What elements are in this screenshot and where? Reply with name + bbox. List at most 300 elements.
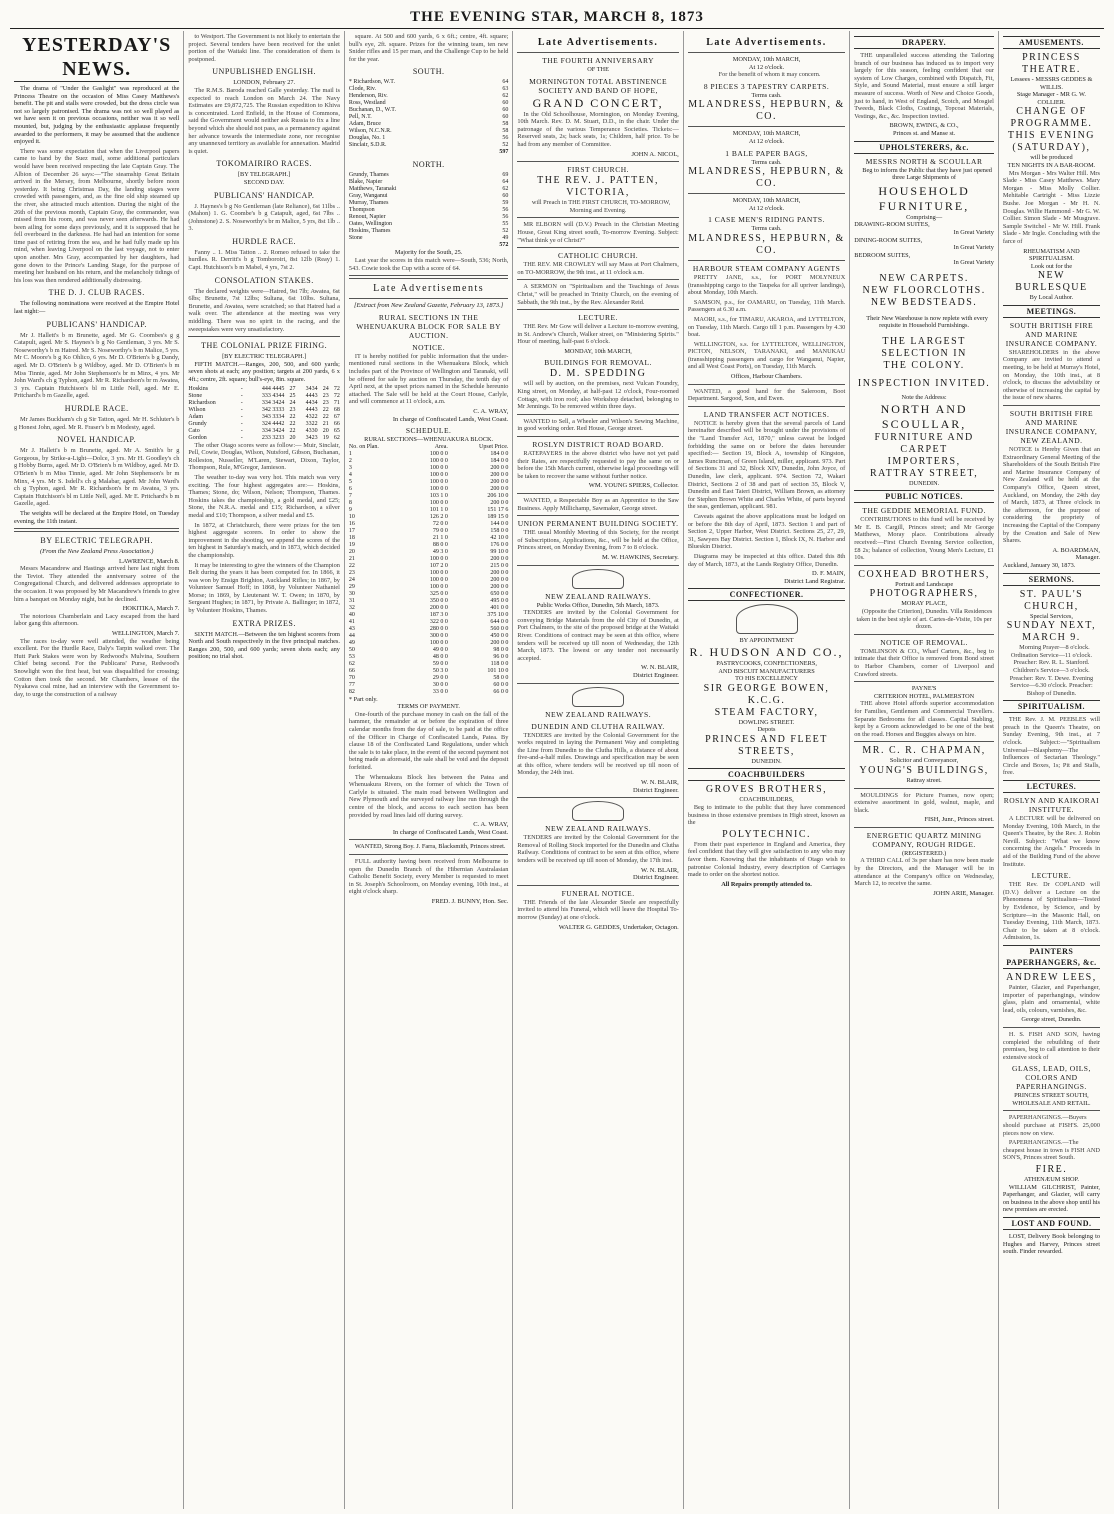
advert-line: SUNDAY NEXT, MARCH 9. (1006, 620, 1097, 644)
advert-text: WANTED, a good hand for the Saleroom, Boot Department. Sargood, Son, and Ewen. (687, 387, 846, 403)
advert-line: DUNEDIN. (908, 479, 940, 487)
advert-line: STEAM FACTORY, (714, 706, 819, 718)
advertiser-name: ANDREW LEES, (1006, 971, 1097, 983)
category-banner: UPHOLSTERERS, &c. (854, 141, 994, 154)
advert-text: THE Rev. Dr COPLAND will (D.V.) deliver a Lecture on the Phenomena of Spiritualism—Tested by Evidence, by Science, and by Scripture—in the Masonic Hall, on Tuesday Evening, 11th March, 1873. Chair to be taken at 8 o'clock. Admission, 1s. (1002, 881, 1100, 942)
advert-line: BY APPOINTMENT (739, 637, 794, 645)
advert-line: MONDAY, 10th MARCH, (732, 130, 801, 138)
advert-text: In the Old Schoolhouse, Mornington, on Monday Evening, 10th March. Rev. D. M. Stuart, D.D., in the chair. Under the patronage of the various Temperance Societies. Tickets:—Reserved seats, 2s; back seats, 1s; Children, half price. To be had from any member of Committee. (517, 110, 679, 148)
divider (854, 681, 994, 682)
advert-text: THE REV. MR CROWLEY will say Mass at Port Chalmers, on TO-MORROW, the 9th inst., at 11 o'clock a.m. (517, 261, 679, 276)
signature: WM. YOUNG SPIERS, Collector. (588, 482, 679, 490)
section-title: Late Advertisements (373, 283, 485, 295)
advert-title: BUILDINGS FOR REMOVAL. (544, 358, 652, 368)
subsection-title: EXTRA PRIZES. (232, 618, 296, 628)
advert-title: HARBOUR STEAM COMPANY AGENTS (692, 263, 841, 273)
advert-text: THE Friends of the late Alexander Steele are respectfully invited to attend his Funeral, which will leave the Hospital To-morrow (Sunday) at one o'clock. (517, 898, 679, 921)
advert-line: PRINCES AND FLEET STREETS, (705, 733, 828, 757)
divider (517, 161, 678, 162)
category-banner: LECTURES. (1003, 780, 1100, 793)
advert-text: Beg to inform the Public that they have just opened three Large Shipments of (862, 166, 992, 182)
section-title: UNPUBLISHED ENGLISH. (212, 67, 317, 77)
advert-line: INSPECTION INVITED. (857, 378, 991, 390)
day-label: SECOND DAY. (243, 178, 285, 186)
advert-title: DUNEDIN AND CLUTHA RAILWAY. (531, 721, 665, 731)
advert-line: Portrait and Landscape (895, 580, 954, 588)
advert-title: LAND TRANSFER ACT NOTICES. (703, 409, 830, 419)
advert-title: VICTORIA, (566, 187, 630, 199)
gazette-extract: [Extract from New Zealand Gazette, February 13, 1873.] (354, 302, 504, 310)
advert-text: A THIRD CALL of 3s per share has now been made by the Directors, and the Manager will be in attendance at the Company's office on Wednesday, March 12, to receive the same. (854, 857, 994, 888)
advert-text: For the benefit of whom it may concern. (718, 71, 821, 79)
advert-line: DINING-ROOM SUITES, (854, 236, 923, 244)
advert-line: Offices, Harbour Chambers. (730, 373, 803, 381)
north-scores-table: Grundy, Thames 69 Blake, Napier 64 Matthews, Taranaki 62 Gray, Wanganui 60 Murray, Thames 59 Thompson 56 Renout, Napier 56 Oates, Wellington 55 Hoskins, Thames 52 Stone 49 572 (348, 172, 509, 249)
advert-text: (Opposite the Criterion), Dunedin. Villa Residences taken in the best style of art. Cartes-de-Visite, 10s per dozen. (856, 608, 993, 631)
advert-text: SAMSON, p.s., for OAMARU, on Tuesday, 11th March. Passengers at 6.30 a.m. (687, 298, 846, 314)
divider (1003, 405, 1100, 406)
advert-title: ROSLYN AND KAIKORAI INSTITUTE. (1003, 796, 1100, 815)
advert-line: ATHENÆUM SHOP. (1023, 1176, 1079, 1184)
category-banner: SERMONS. (1003, 573, 1100, 586)
section-heading: YESTERDAY'S NEWS. (14, 33, 179, 82)
advert-line: OF THE (587, 66, 609, 73)
article-text: The races to-day were well attended, the weather being excellent. For the Hurdle Race, Daly's Tarpin walked over. The Hutt Park Stakes were won by Redwood's Mulvina, Southern Chief being second. For the Publicans' Purse, Redwood's Snowlight won the first heat, but was disqualified for crossing; Cotton then took the second. Mr Chambers, lessee of the Nyakawa coal mine, had an interview with the Government to-day, to urge the construction of a railway (14, 637, 180, 698)
divider (14, 528, 179, 532)
article-text: In 1872, at Christchurch, there were prizes for the ten highest aggregate scorers. In order to show the improvement in the shooting, we append the scores of the ten highest in Saturday's match, and in 1873, which decided the championship. (188, 521, 340, 559)
nominations-list: Mr J. Hallett's b m Brunette, aged. Mr G. Coombes's g g Catapult, aged. Mr S. Haynes's b g No Gentleman, 3 yrs. Mr S. Noseworthy's b m Hatred. Mr S. Noseworthy's b m Malice, 5 yrs. Mr C. Moore's b g Ko Ohlico, 6 yrs. Mr D. O'Brien's b g Dandy, aged. Mr D. O'Brien's b g Wildboy, aged. Mr D. O'Brien's b m Miss Tinnie, aged. Mr John Stephenson's br m Minx, 4 yrs. Mr John Ward's ch g Typhon, aged. Mr R. Richardson's br m Awatea, 3 yrs. Captain Hutchison's bl m Little Nell, aged. Mr E. Pritchard's b m Gazelle, aged. (14, 331, 180, 400)
signature: A. BOARDMAN, (1052, 546, 1100, 554)
notice-text: The Whenuakura Block lies between the Patea and Whenuakura Rivers, on the former of which the Town of Carlyle is situated. The main road between Wellington and New Plymouth and the surveyed railway line run through the centre of the block, and access to each section has been provided by road lines laid off during survey. (348, 773, 509, 819)
advert-title: GRAND CONCERT, (532, 95, 664, 110)
advert-line: George street, Dunedin. (1021, 1016, 1082, 1024)
advert-title: SOUTH BRITISH FIRE AND MARINE INSURANCE COMPANY, NEW ZEALAND. (1005, 409, 1098, 446)
article-text: The drama of "Under the Gaslight" was reproduced at the Princess Theatre on the occasion of Miss Casey Matthews's benefit. The pit and stalls were crowded, but the dress circle was not so largely patronised. The drama was not so well played as we have seen it on previous occasions, neither was it so well mounted, but, judging by the enthusiastic applause frequently awarded to the performers, it may be assumed that the audience enjoyed it. (14, 85, 180, 146)
signature: W. N. BLAIR, (640, 866, 679, 874)
advert-line: All Repairs promptly attended to. (721, 880, 812, 888)
category-banner: COACHBUILDERS (688, 768, 845, 781)
advertiser-name: MESSRS NORTH & SCOULLAR (865, 156, 983, 166)
advert-text: TENDERS are invited by the Colonial Government for conveying Bridge Materials from the old City of Dunedin, at Port Chalmers, to the site of the proposed bridge at the Waitaki River. Conditions of contract may be seen at this office, where tenders will be received up till noon of Wednesday, the 12th March, 1873. The lowest or any tender not necessarily accepted. (517, 609, 679, 662)
south-scores-table: * Richardson, W.T. 64 Clode, Riv. 63 Henderson, Riv. 62 Ross, Westland 60 Buchanan, D., W.T. 60 Pell, N.T. 60 Adam, Bruce 58 Wilson, N.C.N.R. 58 Douglas, No. 1 56 Sinclair, S.D.R. 52 597 (348, 79, 509, 156)
advert-text: TENDERS are invited by the Colonial Government for the Removal of Rolling Stock imported for the Dunedin and Clutha Railway. Conditions of contract to be seen at this office, where tenders will be received up till noon of Monday, the 17th inst. (517, 834, 679, 865)
signature: M. W. HAWKINS, Secretary. (601, 553, 679, 561)
article-text: The weights will be declared at the Empire Hotel, on Tuesday evening, the 11th instant. (14, 509, 180, 525)
advert-text: THE Rev. Mr Gow will deliver a Lecture to-morrow evening, in St. Andrew's Church, Walker street, on "Ministering Spirits." Hour of meeting, half-past 6 o'clock. (517, 323, 679, 346)
article-text: There was some expectation that when the Liverpool papers came to hand by the Suez mail, some additional particulars would have been received respecting the late Captain Gray. The Albion of December 26 says:—"The steamship Great Britain arrived in the Mersey, from Melbourne, shortly before noon yesterday. It being Christmas Day, the landing stages were crowded with passengers, and, as the fine old ship steamed up the river, she attracted much attention. During the night of the 26th of the previous month, Captain Gray, the commander, was missed from his room, and was never seen afterwards. He had been ailing for some days previously, and it is supposed that he fell overboard in the darkness. He had had an intention for some time past of retiring from the sea, and he had fully made up his mind, when leaving Liverpool on the last voyage, not to enter upon another. Mrs Gray, accompanied by her daughters, had gone down to the Prince's Landing Stage, for the purpose of meeting her husband on his return, and the melancholy tidings of his loss was then rendered additionally distressing. (14, 147, 180, 284)
advert-line: Special Services, (1029, 612, 1073, 620)
nominations-list: Mr J. Hallett's b m Brunette, aged. Mr A. Smith's br g Gorgeous, by Strike-a-Light—Dolce, 3 yrs. Mr H. Goodley's ch g Hobby Burns, aged. Mr D. O'Brien's b m Wildboy, aged. Mr D. O'Brien's b m Miss Tinnie, aged. Mr John Stephenson's br m Minx, 4 yrs. Mr S. Isdell's ch g Malabar, aged. Mr John Ward's ch g Typhon, aged. Mr R. Richardson's br m Awatea, 3 yrs. Captain Hutchison's bl m Little Nell, aged. Mr E. Pritchard's b m Gazelle, aged. (14, 447, 180, 508)
column-2 (184, 31, 345, 1509)
divider (517, 414, 678, 415)
signature-role: In charge of Confiscated Lands, West Coast. (392, 415, 509, 423)
article-text: FIFTH MATCH.—Ranges, 200, 500, and 600 yards; seven shots at each; any position; targets at 200 yards, 6 x 4ft.; centre, 2ft. square; bull's-eye, 8in. square. (188, 360, 340, 383)
article-text: The declared weights were—Hatred, 9st 7lb; Awatea, 6st 6lbs; Brunette, 7st 12lbs; Sultana, 6st 10lbs. Sultana, Brunette, and Awatea, were scratched; so that Hatred had a walk over. The attendance at the meeting was very middling. There was no spirit in the racing, and the sweepstakes were very unsatisfactory. (188, 287, 340, 333)
advert-text: LOST, Delivery Book belonging to Hughes and Harvey, Princes street south. Finder rewarded. (1002, 1233, 1100, 1256)
divider (688, 384, 845, 385)
advert-title: LECTURE. (578, 313, 618, 323)
article-text: to Westport. The Government is not likely to entertain the project. Several tenders have been received for the unlet portion of the Waitaki line. The consideration of them is postponed. (188, 33, 340, 63)
advert-line: SIR GEORGE BOWEN, K.C.G. (703, 682, 830, 706)
article-text: SIXTH MATCH.—Between the ten highest scorers from North and South respectively in the five principal matches. Ranges 200, 500, and 600 yards; seven shots each; any position; no trial shot. (188, 630, 340, 661)
schedule-title: SCHEDULE. (405, 426, 452, 436)
advert-text: THE usual Monthly Meeting of this Society, for the receipt of Subscriptions, Applications, &c., will be held at the Office, Princes street, on Monday Evening, from 7 to 8 o'clock. (517, 529, 679, 552)
advert-line: RHEUMATISM AND SPIRITUALISM. (1023, 247, 1080, 263)
advert-title: NOTICE OF REMOVAL. (880, 637, 969, 647)
advert-text: A SERMON on "Spiritualism and the Teachings of Jesus Christ," will be preached in Trinity Church, on the evening of Sabbath, the 9th inst., by the Rev. Alexander Reid. (517, 283, 679, 306)
advert-line: Terms cash. (751, 158, 782, 166)
advertiser-name: R. HUDSON AND CO., (689, 644, 844, 659)
advert-line: At 12 o'clock. (748, 63, 785, 71)
divider (349, 275, 508, 279)
signature: W. N. BLAIR, (640, 779, 679, 787)
signature: JOHN A. NICOL, (631, 150, 679, 158)
crest-icon (572, 801, 624, 821)
advert-title: UNION PERMANENT BUILDING SOCIETY. (517, 519, 679, 529)
advert-text: MR ELBORN will (D.V.) Preach in the Christian Meeting House, Great King street south, To-morrow Evening. Subject: "What think ye of Christ?" (517, 221, 679, 244)
advert-title: 8 PIECES 3 TAPESTRY CARPETS. (703, 81, 830, 91)
advert-text: Beg to intimate to the public that they have commenced business in those extensive premises in High street, known as the (687, 804, 846, 827)
subsection-title: HURDLE RACE. (64, 403, 129, 413)
article-text: Fanny .. 1. Miss Tatton .. 2. Romeo refused to take the hurdles. R. Derritt's b g Tomboroiri, 8st 12lb (Reay) 1. Capt. Hutchison's b m Mabel, 4 yrs, 7st 2. (188, 248, 340, 272)
column-5 (684, 31, 850, 1509)
advert-line: HOUSEHOLD FURNITURE, (878, 183, 970, 213)
advert-text: H. S. FISH AND SON, having completed the rebuilding of their premises, beg to call attention to their extensive stock of (1002, 1030, 1100, 1061)
article-text: square. At 500 and 600 yards, 6 x 6ft.; centre, 4ft. square; bull's eye, 2ft. square. Prizes for the winning team, ten new Snider rifles and 15 per man, and the Challenge Cup to be held for the year. (348, 33, 509, 63)
advert-line: THE LARGEST SELECTION IN (881, 336, 967, 360)
advertiser-name: MR. C. R. CHAPMAN, (862, 745, 986, 757)
advert-line: DUNEDIN. (751, 757, 782, 765)
divider (854, 827, 994, 828)
signature: D. F. MAIN, (812, 570, 846, 578)
subsection-title: HURDLE RACE. (232, 236, 297, 246)
divider (688, 260, 845, 261)
subsection-title: NORTH. (412, 160, 445, 170)
section-title: Late Advertisements. (537, 37, 659, 48)
advert-title: NEW ZEALAND RAILWAYS. (545, 709, 652, 719)
advert-text: CONTRIBUTIONS to this fund will be received by Mr E. B. Cargill, Princes street; and Mr George Matthews, Moray place. Contributions already received:—First Church Evening Service collection, £8 2s; balance of collection, Young Men's Lecture, £1 10s. (854, 516, 994, 562)
category-banner: PUBLIC NOTICES. (854, 490, 994, 503)
advert-text: FULL authority having been received from Melbourne to open the Dunedin Branch of the Hibernian Australasian Catholic Benefit Society, every Member is requested to meet in St. Joseph's Schoolroom, on Monday evening, 10th inst., at eight o'clock sharp. (348, 857, 509, 896)
column-3 (345, 31, 513, 1509)
telegraph-note: [BY ELECTRIC TELEGRAPH.] (222, 353, 307, 361)
article-text: J. Haynes's b g No Gentleman (late Reliance), 6st 11lbs .. (Mahon) 1. G. Coombe's b g Catapult, aged, 6st 7lbs .. (Johnstone) 2. S. Noseworthy's br m Malice, 5 yrs, 8st 1lb .. 3. (188, 202, 340, 233)
advert-text: NOTICE is hereby given that the several parcels of Land hereinafter described will be brought under the provisions of the "Land Transfer Act, 1870," unless caveat be lodged forbidding the same on or before the dates hereunder specified:— Section 19, Block A, township of Kingston, James Runciman, of Green Island, miller, applicant. 973. Part of Sections 31 and 32, Block XIV, Dunedin, John Joyce, of Dunedin, law clerk, applicant. 974. Section 72, Wakari District, Sections 2 of 38 and part of section 35, Block V, Dunedin and East Taieri District, William Brown, as attorney for Stephen Brown White and Charles White, of parts beyond the seas, gentleman, applicant. 981. (687, 419, 846, 511)
advert-title: D. M. SPEDDING (549, 368, 647, 380)
advert-title: 1 BALE PAPER BAGS, (725, 148, 808, 158)
advert-line: By Local Author. (1029, 294, 1074, 302)
advertiser-name: BROWN, EWING, & CO., (889, 122, 959, 130)
article-text: Messrs Macandrew and Hastings arrived here last night from the Teviot. They attended the anniversary soiree of the Congregational Church, and delivered addresses appropriate to the occasion. It was proposed by Mr Macandrew's friends to give him a banquet on Monday night, but he declined. (14, 565, 180, 603)
advert-line: COACHBUILDERS, (739, 796, 794, 804)
column-header: No. on Plan. (348, 443, 379, 450)
advert-line: Note the Address: (901, 394, 947, 402)
article-text: The R.M.S. Baroda reached Galle yesterday. The mail is expected to reach London on March 24. The Navy Estimates are £9,872,725. The Russian expedition to Khiva is concentrated. Lord Enfield, in the House of Commons, said the Government would neither ask Russia to fix a line beyond which she should not pass, as a permanency against her advance towards the intermediate zone, nor recognise any unannexed territory as available for annexation. Madrid is quiet. (188, 86, 340, 155)
subsection-title: NOVEL HANDICAP. (57, 435, 137, 445)
advert-text: Morning Prayer—8 o'clock. Ordination Service—11 o'clock. Preacher: Rev. R. L. Stanford. Children's Service—3 o'clock. Preacher: Rev. T. Dewe. Evening Service—6.30 o'clock. Preacher: Bishop of Dunedin. (1009, 644, 1094, 697)
advert-line: CRITERION HOTEL, PALMERSTON (873, 692, 975, 700)
divider (688, 52, 845, 53)
advert-line: THE COLONY. (883, 360, 965, 372)
divider (517, 52, 678, 53)
divider (517, 279, 678, 280)
signature: FISH, Junr., Princes street. (924, 816, 994, 824)
advert-text: Mrs Morgan - Mrs Walter Hill. Mrs Slade - Miss Casey Matthews. Mary Morgan - Miss Molly Collier. Mehitable Cartright - Miss Lizzie Bushe. Joe Morgan - Mr H. N. Douglas. Willie Hammond - Mr G. W. Collier. Simon Slade - Mr Musgrave. Sample Switchel - Mr W. Hill. Frank Slade - Mr Ingle. Concluding with the farce of (1002, 169, 1100, 245)
advert-line: In Great Variety (953, 244, 994, 252)
column-header: Area. (434, 443, 448, 450)
dateline: HOKITIKA, March 7. (122, 605, 180, 613)
column-1 (10, 31, 184, 1509)
advert-title: ROSLYN DISTRICT ROAD BOARD. (532, 440, 664, 450)
column-6 (850, 31, 999, 1509)
advert-text: THE Rev. J. M. PEEBLES will preach in the Queen's Theatre, on Sunday Evening, 9th inst., at 7 o'clock. Subject:—"Spiritualism Universal—Blasphemy—The Influences of Sectarian Theology." Circle and Boxes, 1s; Pit and Stalls, free. (1002, 716, 1100, 777)
signature-role: District Engineer. (632, 874, 679, 882)
result-line: Majority for the South, 25. (394, 249, 463, 257)
signature-role: District Engineer. (632, 786, 679, 794)
signature: JOHN ARIE, Manager. (933, 889, 994, 897)
article-text: It may be interesting to give the winners of the Champion Belt during the years it has been competed for. In 1866, it was won by Ensign Brighton, Auckland Rifles; in 1867, by Volunteer Samuel Hoff; in 1868, by Volunteer Nathaniel Morse; in 1869, by Lieutenant W. T. Owen; in 1870, by Sergeant Hughes; in 1871, by Private A. Ballinger; in 1872, by Volunteer Hoskins, Thames. (188, 561, 340, 615)
advert-text: PAPERHANGINGS.—Buyers should purchase at FISH'S. 25,000 pieces now on view. (1002, 1114, 1100, 1137)
signature: C. A. WRAY, (473, 407, 509, 415)
divider (188, 336, 340, 337)
subsection-title: SOUTH. (412, 67, 445, 77)
advert-text: PRETTY JANE, s.s., for PORT MOLYNEUX (transshipping cargo to the Taupeka for all upriver landings), about Monday, 10th March. (687, 273, 846, 297)
dateline: LONDON, February 27. (233, 79, 296, 87)
advert-line: will be produced (1030, 154, 1073, 162)
advert-line: PRINCES STREET SOUTH, (1014, 1092, 1089, 1100)
divider (349, 298, 508, 299)
advert-title: THE REV. J. PATTEN, (537, 175, 660, 187)
advert-text: PAPERHANGINGS.—The cheapest house in town is FISH AND SON'S, Princes street South. (1002, 1139, 1100, 1162)
crest-icon (572, 569, 624, 589)
advert-text: RATEPAYERS in the above district who have not yet paid their Rates, are respectfully requested to pay the same on or before the 15th March current, otherwise legal proceedings will be taken to recover the same without further notice. (517, 450, 679, 480)
column-4 (513, 31, 683, 1509)
advertiser-name: GROVES BROTHERS, (705, 784, 828, 796)
advert-title: THE FOURTH ANNIVERSARY (542, 56, 654, 65)
advert-line: NEW CARPETS. (879, 272, 969, 284)
notice-title: RURAL SECTIONS IN THE WHENUAKURA BLOCK FOR SALE BY AUCTION. (356, 312, 502, 340)
category-banner: LOST AND FOUND. (1003, 1217, 1100, 1230)
advert-line: RATTRAY STREET, (869, 467, 979, 479)
advertiser-name: MLANDRESS, HEPBURN, & CO. (688, 166, 845, 190)
advert-text: WANTED, a Respectable Boy as an Apprentice to the Saw Business. Apply Millichamp, Sawmaker, George street. (517, 497, 679, 512)
advert-text: MAORI, s.s., for TIMARU, AKAROA, and LYTTELTON, on Tuesday, 11th March. Cargo till 1 p.m. Passengers by 4.30 boat. (687, 315, 846, 339)
score-table: Hoskins - 444 4445 27 3434 24 72 Stone - 333 4344 25 4443 23 72 Richardson - 334 3424 24 4434 23 71 Wilson - 342 3333 23 4443 22 68 Adam - 343 3334 22 4322 22 67 Grundy - 324 4442 22 3322 21 66 Cato - 334 3424 22 4330 20 65 Gordon - 233 3233 20 3423 19 62 (188, 385, 340, 441)
advert-text: SHAREHOLDERS in the above Company are invited to attend a meeting, to be held at Murray's Hotel, on Monday, the 10th inst., at 8 o'clock, to discuss the advisibility or otherwise of increasing the capital by the issue of new shares. (1002, 348, 1100, 402)
advert-title: NEW ZEALAND RAILWAYS. (545, 591, 652, 601)
divider (854, 565, 994, 566)
advert-line: In Great Variety (953, 228, 994, 236)
footnote: * Part only. (348, 695, 378, 703)
advert-line: Terms cash. (751, 225, 782, 233)
divider (349, 854, 508, 855)
section-title: BY ELECTRIC TELEGRAPH. (40, 536, 153, 546)
divider (1003, 1027, 1100, 1028)
advert-text: From their past experience in England and America, they feel confident that they will give satisfaction to any who may favor them. Knowing that the inhabitants of Otago wish to patronise Colonial Industry, every description of Carriages made to order on the shortest notice. (687, 840, 846, 879)
advert-line: TEN NIGHTS IN A BAR-ROOM. (1007, 161, 1096, 169)
advert-line: BEDROOM SUITES, (854, 251, 911, 259)
advert-line: THIS EVENING (SATURDAY), (1007, 130, 1096, 154)
advert-title: ST. PAUL'S CHURCH, (1019, 588, 1084, 612)
advert-line: DOWLING STREET. (738, 718, 795, 726)
advert-line: CHANGE OF PROGRAMME. (1010, 106, 1093, 130)
section-title: TOKOMAIRIRO RACES. (216, 159, 312, 169)
royal-arms-icon (736, 604, 798, 634)
advertiser-name: MLANDRESS, HEPBURN, & CO. (688, 99, 845, 123)
category-banner: DRAPERY. (854, 36, 994, 49)
category-banner: CONFECTIONER. (688, 588, 845, 601)
notice-subtitle: NOTICE. (412, 342, 446, 352)
category-banner: PAINTERS PAPERHANGERS, &c. (1003, 945, 1100, 969)
advert-line: NEW FLOORCLOTHS. (862, 284, 986, 296)
advert-text: WELLINGTON, s.s. for LYTTELTON, WELLINGTON, PICTON, NELSON, TARANAKI, and MANUKAU (transshipping passengers and cargo for Wanganui, Napier, and all West Coast Ports), on Tuesday, 11th March. (687, 340, 846, 371)
advert-line: Comprising— (906, 213, 943, 221)
divider (517, 309, 678, 310)
advert-line: Lessees - MESSRS GEDDES & WILLIS. (1010, 76, 1093, 91)
advert-text: Caveats against the above applications must be lodged on or before the 8th day of April, 1873. Section 1 and part of Section 2, Upper Harbor, West District. Sections 25, 27, 29, 31, Sawyers Bay District. Section 1, Block IX, N. Harbor and Blueskin District. (687, 512, 846, 551)
signature: FRED. J. BUNNY, Hon. Sec. (431, 897, 509, 905)
advert-line: In Great Variety (953, 259, 994, 267)
section-title: THE COLONIAL PRIZE FIRING. (201, 341, 328, 351)
signature-role: District Engineer. (632, 671, 679, 679)
advert-line: FURNITURE AND CARPET (874, 431, 974, 455)
advert-line: TO HIS EXCELLENCY (735, 675, 798, 683)
category-banner: SPIRITUALISM. (1003, 700, 1100, 713)
section-title: Late Advertisements. (706, 37, 827, 48)
advert-line: At 12 o'clock. (748, 137, 785, 145)
dateline: LAWRENCE, March 8. (119, 557, 180, 565)
advert-title: MORNINGTON TOTAL ABSTINENCE SOCIETY AND BAND OF HOPE, (529, 76, 668, 95)
divider (517, 885, 678, 886)
advert-title: LECTURE. (1031, 871, 1072, 881)
dateline: Auckland, January 30, 1873. (1002, 561, 1076, 569)
advert-line: (REGISTERED.) (901, 849, 947, 857)
advert-text: WILLIAM GILCHRIST, Painter, Paperhanger, and Glazier, will carry on business in the above shop until his new premises are erected. (1002, 1183, 1100, 1214)
schedule-subtitle: RURAL SECTIONS—WHENUAKURA BLOCK. (364, 436, 494, 444)
signature: C. A. WRAY, (473, 821, 509, 829)
advert-line: Rattray street. (906, 776, 942, 784)
advert-line: Stage Manager - MR G. W. COLLIER. (1016, 91, 1086, 106)
advert-title: ENERGETIC QUARTZ MINING COMPANY, ROUGH RIDGE. (866, 830, 982, 849)
advert-title: FIRE. (1035, 1164, 1068, 1176)
column-7 (999, 31, 1104, 1509)
advert-line: Look out for the (1030, 262, 1072, 270)
advert-line: PASTRYCOOKS, CONFECTIONERS, (716, 659, 817, 667)
advert-line: YOUNG'S BUILDINGS, (859, 764, 989, 776)
divider (688, 406, 845, 407)
advert-text: TOMLINSON & CO., Wharf Carters, &c., beg to intimate that their Office is removed from Bond street to Harbor Chambers, corner of Liverpool and Crawford streets. (854, 647, 994, 678)
advert-line: AND BISCUIT MANUFACTURERS (718, 667, 815, 675)
advert-line: PHOTOGRAPHERS, (869, 588, 979, 600)
divider (517, 515, 678, 516)
advert-text: WANTED to Sell, a Wheeler and Wilson's Sewing Machine, in good working order. Red House, George street. (517, 417, 679, 433)
signature-role: District Land Registrar. (784, 577, 846, 585)
crest-icon (572, 687, 624, 707)
advert-text: THE unparalleled success attending the Tailoring branch of our business has induced us to import very largely for this season, feeling confident that our system of Low Charges, combined with Dispatch, Fit, Style, and Sound Material, must ensure a still larger measure of success. Worth of New and Choice Goods, just to hand, in West of England, Scotch, and Mosgiel Tweeds, Black Cloths, Coatings, Topcoat Materials, Vestings, &c., &c. Inspection invited. (854, 52, 994, 120)
advert-title: FIRST CHURCH. (567, 165, 629, 175)
notice-text: One-fourth of the purchase money in cash on the fall of the hammer, the remainder at or before the expiration of three calendar months from the day of sale, to be paid at the office of the Officer in Charge of Confiscated Lands, Patea. By clause 18 of the Confiscated Land Regulations, under which the sale is to take place, in the event of the second payment not being made as aforesaid, the sale shall be void and the deposit forfeited. (348, 710, 509, 772)
advert-line: MORAY PLACE, (901, 600, 947, 608)
advert-line: WHOLESALE AND RETAIL. (1012, 1099, 1091, 1107)
advert-title: CATHOLIC CHURCH. (558, 251, 639, 261)
advert-line: MONDAY, 10th MARCH, (732, 56, 801, 63)
subsection-title: PUBLICANS' HANDICAP. (213, 190, 315, 200)
advert-text: Painter, Glazier, and Paperhanger, importer of paperhangings, window glass, plain and ornamental, white lead, oils, colours, varnishes, &c. (1002, 983, 1100, 1014)
advertiser-name: PAYNE'S (911, 685, 937, 693)
advert-title: PRINCESS THEATRE. (1021, 52, 1081, 75)
signature-role: Manager. (1075, 554, 1100, 562)
masthead: THE EVENING STAR, MARCH 8, 1873 (10, 6, 1104, 29)
columns (10, 31, 1104, 1509)
advert-line: Terms cash. (751, 91, 782, 99)
schedule-table: No. on Plan. Area. Upset Price. 1 100 0 0 184 0 0 2 100 0 0 184 0 0 3 100 0 0 200 0 0 4 100 0 0 200 0 0 5 100 0 0 200 0 0 6 100 0 0 200 0 0 7 103 1 0 206 10 0 8 100 0 0 200 0 0 9 101 1 0 151 17 6 10 126 2 0 189 15 0 16 72 0 0 144 0 0 17 79 0 0 158 0 0 18 21 1 0 42 10 0 19 88 0 0 176 0 0 20 49 3 0 99 10 0 21 100 0 0 200 0 0 22 107 2 0 215 0 0 23 100 0 0 200 0 0 24 100 0 0 200 0 0 29 100 0 0 200 0 0 30 325 0 0 650 0 0 31 350 0 0 495 0 0 32 200 0 0 401 0 0 40 187 3 0 375 10 0 41 322 0 0 644 0 0 43 280 0 0 560 0 0 44 300 0 0 450 0 0 49 100 0 0 200 0 0 50 49 0 0 98 0 0 53 48 0 0 96 0 0 62 59 0 0 118 0 0 66 50 3 0 101 10 0 70 29 0 0 58 0 0 77 30 0 0 60 0 0 82 33 0 0 66 0 0 (348, 443, 509, 695)
advert-text: A LECTURE will be delivered on Monday Evening, 10th March, in the Queen's Theatre, by the Rev. J. Robin Nevill. Subject: "What we know concerning the Angels." Proceeds in aid of the Building Fund of the above Institute. (1002, 815, 1100, 868)
divider (517, 683, 678, 684)
advert-title: NEW ZEALAND RAILWAYS. (545, 824, 652, 834)
advert-line: IMPORTERS, (887, 455, 961, 467)
divider (517, 797, 678, 798)
article-text: The following nominations were received at the Empire Hotel last night:— (14, 300, 180, 316)
divider (1003, 1110, 1100, 1111)
article-text: The weather to-day was very hot. This match was very exciting. The four highest aggregates are:— Hoskins, Thames; Stone, do; Wilson, Nelson; Thompson, Thames. Hoskins takes the championship, a gold medal, and £25; Stone, the N.R.A. medal and £15; Richardson, a silver medal and £10; Thompson, a silver medal and £5. (188, 473, 340, 519)
signature: WALTER G. GEDDES, Undertaker, Octagon. (558, 923, 679, 931)
divider (517, 436, 678, 437)
column-header: Upset Price. (479, 443, 509, 450)
advert-line: Solicitor and Conveyancer, (889, 757, 959, 765)
section-title: THE D. J. CLUB RACES. (48, 288, 145, 298)
article-text: Last year the scores in this match were—South, 536; North, 543. Cowie took the Cup with a score of 64. (348, 256, 509, 272)
advert-text: Diagrams may be inspected at this office. Dated this 8th day of March, 1873, at the Lands Registry Office, Dunedin. (687, 552, 846, 568)
advertiser-name: COXHEAD BROTHERS, (858, 568, 990, 580)
divider (517, 217, 678, 218)
signature: W. N. BLAIR, (640, 664, 679, 672)
telegraph-note: [BY TELEGRAPH.] (237, 171, 291, 179)
advert-line: NEW BURLESQUE (1015, 270, 1088, 294)
advert-line: At 12 o'clock. (748, 204, 785, 212)
signature-role: In charge of Confiscated Lands, West Coast. (392, 828, 509, 836)
divider (688, 126, 845, 127)
divider (517, 493, 678, 494)
advert-text: will Preach in THE FIRST CHURCH, TO-MORROW, Morning and Evening. (531, 199, 671, 214)
advert-line: NEW BEDSTEADS. (870, 296, 978, 308)
advert-title: FUNERAL NOTICE. (561, 888, 635, 898)
notice-text: IT is hereby notified for public information that the under-mentioned rural sections in the Whenuakura Block, which includes part of the Province of Wellington and Taranaki, will be offered for sale by auction on Thursday, the tenth day of April next, at the upset prices named in the Schedule hereunto attached. The Sale will be held at the Court House, Carlyle, and will commence at 11 o'clock, a.m. (348, 352, 509, 406)
subsection-title: TERMS OF PAYMENT. (397, 703, 460, 711)
advert-text: THE above Hotel affords superior accommodation for Families, Gentlemen and Commercial Travellers. Separate Bedrooms for all classes. Capital Stabling, kept by a Groom acknowledged to be one of the best on the road. Horses and Buggies always on hire. (854, 700, 994, 738)
advert-line: DRAWING-ROOM SUITES, (854, 221, 930, 229)
advert-line: Depots (757, 726, 776, 734)
advert-title: THE GEDDIE MEMORIAL FUND. (862, 506, 986, 516)
category-banner: MEETINGS. (1003, 305, 1100, 318)
subsection-title: PUBLICANS' HANDICAP. (46, 319, 147, 329)
category-banner: AMUSEMENTS. (1003, 36, 1100, 49)
advert-line: MONDAY, 10th MARCH, (564, 347, 632, 355)
advert-line: POLYTECHNIC. (722, 828, 812, 840)
advert-text: Their New Warehouse is now replete with every requisite in Household Furnishings. (866, 314, 988, 330)
divider (517, 565, 678, 566)
advert-text: TENDERS are invited by the Colonial Government for the works required in laying the Permanent Way and completing the Line from Dunedin to the Clutha Hills, a distance of about five-and-a-half miles. Drawings and specification may be seen at this office, where tenders will be received up till noon of Monday, the 24th inst. (517, 731, 679, 777)
advert-text: WANTED, Strong Boy. J. Farra, Blacksmith, Princes street. (354, 843, 506, 851)
dateline: WELLINGTON, March 7. (112, 630, 180, 638)
divider (688, 193, 845, 194)
divider (517, 247, 678, 248)
divider (854, 741, 994, 742)
section-subtitle: (From the New Zealand Press Association.) (39, 548, 154, 556)
advert-line: MONDAY, 10th MARCH, (732, 197, 801, 205)
advert-text: will sell by auction, on the premises, next Vulcan Foundry, King street, on Monday, at half-past 12 o'clock, Four-roomed Cottage, with iron roof; also Workshop detached, belonging to Mr Jennings. To be removed within three days. (517, 380, 679, 411)
advert-title: SOUTH BRITISH FIRE AND MARINE INSURANCE COMPANY. (1005, 320, 1098, 348)
advert-line: Princes st. and Manse st. (892, 129, 956, 137)
